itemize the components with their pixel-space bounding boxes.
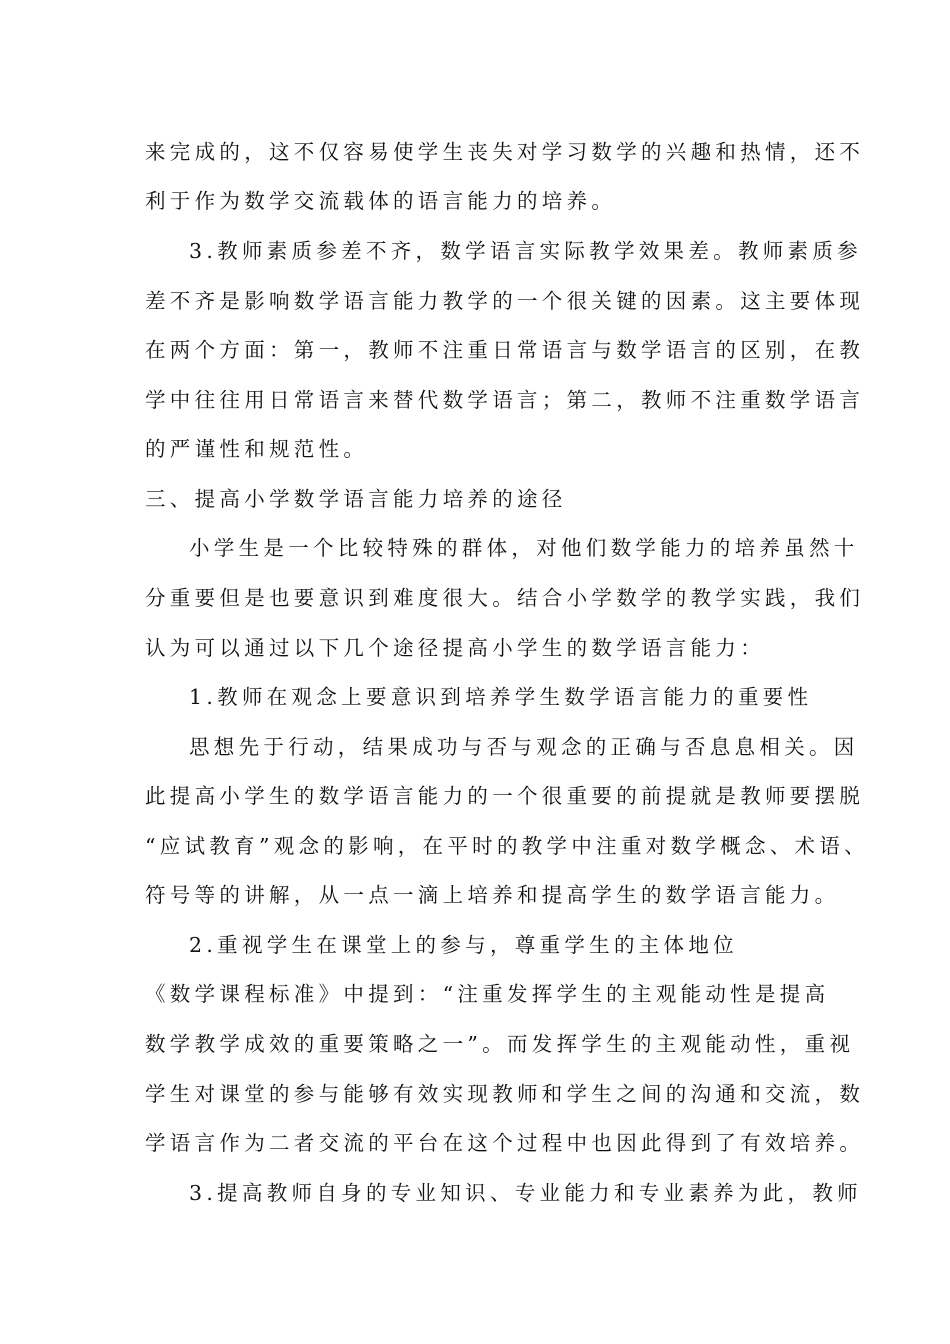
subsection-heading: 2.重视学生在课堂上的参与，尊重学生的主体地位 — [189, 933, 738, 957]
body-text-line: 学语言作为二者交流的平台在这个过程中也因此得到了有效培养。 — [145, 1131, 865, 1155]
subsection-heading: 1.教师在观念上要意识到培养学生数学语言能力的重要性 — [189, 685, 813, 709]
body-text-line: 来完成的，这不仅容易使学生丧失对学习数学的兴趣和热情，还不 — [145, 140, 865, 164]
body-text-line: 学中往往用日常语言来替代数学语言；第二，教师不注重数学语言 — [145, 388, 865, 412]
body-text-line: 认为可以通过以下几个途径提高小学生的数学语言能力： — [145, 636, 765, 660]
body-text-line: 此提高小学生的数学语言能力的一个很重要的前提就是教师要摆脱 — [145, 784, 865, 808]
body-text-line: 利于作为数学交流载体的语言能力的培养。 — [145, 189, 617, 213]
body-text-line: 思想先于行动，结果成功与否与观念的正确与否息息相关。因 — [189, 735, 859, 759]
section-heading: 三、提高小学数学语言能力培养的途径 — [145, 487, 567, 511]
body-text-line: 学生对课堂的参与能够有效实现教师和学生之间的沟通和交流，数 — [145, 1082, 865, 1106]
body-text-line: 《数学课程标准》中提到：“注重发挥学生的主观能动性是提高 — [145, 982, 830, 1006]
paragraph-heading: 3.教师素质参差不齐，数学语言实际教学效果差。教师素质参 — [189, 239, 862, 263]
body-text-line: “应试教育”观念的影响，在平时的教学中注重对数学概念、术语、 — [145, 834, 869, 858]
body-text-line: 数学教学成效的重要策略之一”。而发挥学生的主观能动性，重视 — [145, 1032, 855, 1056]
body-text-line: 分重要但是也要意识到难度很大。结合小学数学的教学实践，我们 — [145, 586, 865, 610]
body-text-line: 在两个方面：第一，教师不注重日常语言与数学语言的区别，在教 — [145, 338, 865, 362]
body-text-line: 符号等的讲解，从一点一滴上培养和提高学生的数学语言能力。 — [145, 883, 840, 907]
body-text-line: 差不齐是影响数学语言能力教学的一个很关键的因素。这主要体现 — [145, 289, 865, 313]
subsection-heading: 3.提高教师自身的专业知识、专业能力和专业素养为此，教师 — [189, 1181, 862, 1205]
body-text-line: 小学生是一个比较特殊的群体，对他们数学能力的培养虽然十 — [189, 536, 859, 560]
body-text-line: 的严谨性和规范性。 — [145, 437, 369, 461]
